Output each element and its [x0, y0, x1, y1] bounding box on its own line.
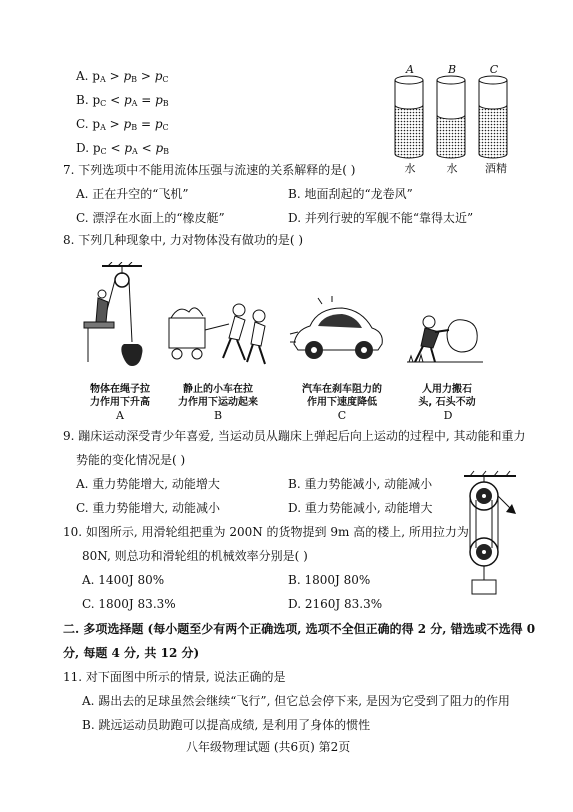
liquid-label-b: 水 [446, 162, 458, 175]
q6-option-c[interactable]: C. $p_A > p_B = p_C$ [76, 117, 169, 132]
q11-stem: 11. 对下面图中所示的情景, 说法正确的是 [63, 670, 286, 684]
section-header-line2: 分, 每题 4 分, 共 12 分) [63, 646, 200, 660]
caption-a-line1: 物体在绳子拉 [90, 384, 150, 395]
cylinder-label-a: A [406, 63, 414, 76]
section-header-line1: 二. 多项选择题 (每小题至少有两个正确选项, 选项不全但正确的得 2 分, 错选或不选得 0 [63, 622, 536, 636]
caption-b-line1: 静止的小车在拉 [183, 384, 253, 395]
q9-option-b[interactable]: B. 重力势能减小, 动能减小 [288, 477, 433, 491]
figure-d-rock [405, 300, 485, 370]
q6-option-d[interactable]: D. $p_C < p_A < p_B$ [76, 141, 170, 156]
caption-b [170, 383, 266, 409]
page-footer: 八年级物理试题 (共6页) 第2页 [186, 740, 351, 754]
caption-d-line1: 人用力搬石 [422, 384, 472, 395]
q7-option-d[interactable]: D. 并列行驶的军舰不能“靠得太近” [288, 211, 474, 225]
q7-option-a[interactable]: A. 正在升空的“飞机” [76, 187, 189, 201]
figure-letter-b: B [213, 409, 223, 422]
liquid-label-c: 酒精 [485, 162, 507, 175]
q6-option-b[interactable]: B. $p_C < p_A = p_B$ [76, 93, 169, 108]
caption-c-line2: 作用下速度降低 [307, 397, 377, 408]
caption-c [290, 383, 394, 409]
q10-option-b[interactable]: B. 1800J 80% [288, 573, 371, 587]
q7-stem: 7. 下列选项中不能用流体压强与流速的关系解释的是( ) [63, 163, 356, 177]
liquid-label-a: 水 [404, 162, 416, 175]
cylinder-b [437, 76, 465, 158]
figure-letter-a: A [116, 409, 124, 422]
q10-stem-line1: 10. 如图所示, 用滑轮组把重为 200N 的货物提到 9m 高的楼上, 所用拉力为 [63, 525, 469, 539]
q10-stem-line2: 80N, 则总功和滑轮组的机械效率分别是( ) [82, 549, 308, 563]
q7-option-c[interactable]: C. 漂浮在水面上的“橡皮艇” [76, 211, 225, 225]
caption-d [408, 383, 486, 409]
q9-stem-line1: 9. 蹦床运动深受青少年喜爱, 当运动员从蹦床上弹起后向上运动的过程中, 其动能和重力 [63, 429, 526, 443]
q9-option-d[interactable]: D. 重力势能减小, 动能增大 [288, 501, 433, 515]
q9-option-c[interactable]: C. 重力势能增大, 动能减小 [76, 501, 221, 515]
caption-d-line2: 头, 石头不动 [418, 397, 476, 408]
figure-b-cart [165, 296, 275, 380]
caption-b-line2: 力作用下运动起来 [178, 397, 258, 408]
q9-option-a[interactable]: A. 重力势能增大, 动能增大 [76, 477, 220, 491]
figure-letter-d: D [443, 409, 453, 422]
figure-c-car [288, 294, 388, 374]
q7-option-b[interactable]: B. 地面刮起的“龙卷风” [288, 187, 413, 201]
q6-option-a[interactable]: A. $p_A > p_B > p_C$ [76, 69, 169, 84]
q11-option-b[interactable]: B. 跳远运动员助跑可以提高成绩, 是利用了身体的惯性 [82, 718, 371, 732]
q8-stem: 8. 下列几种现象中, 力对物体没有做功的是( ) [63, 233, 304, 247]
caption-a-line2: 力作用下升高 [90, 397, 150, 408]
q9-stem-line2: 势能的变化情况是( ) [76, 453, 186, 467]
cylinder-label-b: B [447, 63, 457, 76]
figure-a-pulley [82, 262, 152, 378]
q10-option-d[interactable]: D. 2160J 83.3% [288, 597, 383, 611]
caption-a [82, 383, 158, 409]
figure-letter-c: C [337, 409, 347, 422]
caption-c-line1: 汽车在刹车阻力的 [302, 384, 382, 395]
q11-option-a[interactable]: A. 踢出去的足球虽然会继续“飞行”, 但它总会停下来, 是因为它受到了阻力的作用 [82, 694, 510, 708]
cylinder-c [479, 76, 507, 158]
q10-option-a[interactable]: A. 1400J 80% [82, 573, 165, 587]
cylinder-label-c: C [489, 63, 499, 76]
q10-option-c[interactable]: C. 1800J 83.3% [82, 597, 176, 611]
cylinder-a [395, 76, 423, 158]
